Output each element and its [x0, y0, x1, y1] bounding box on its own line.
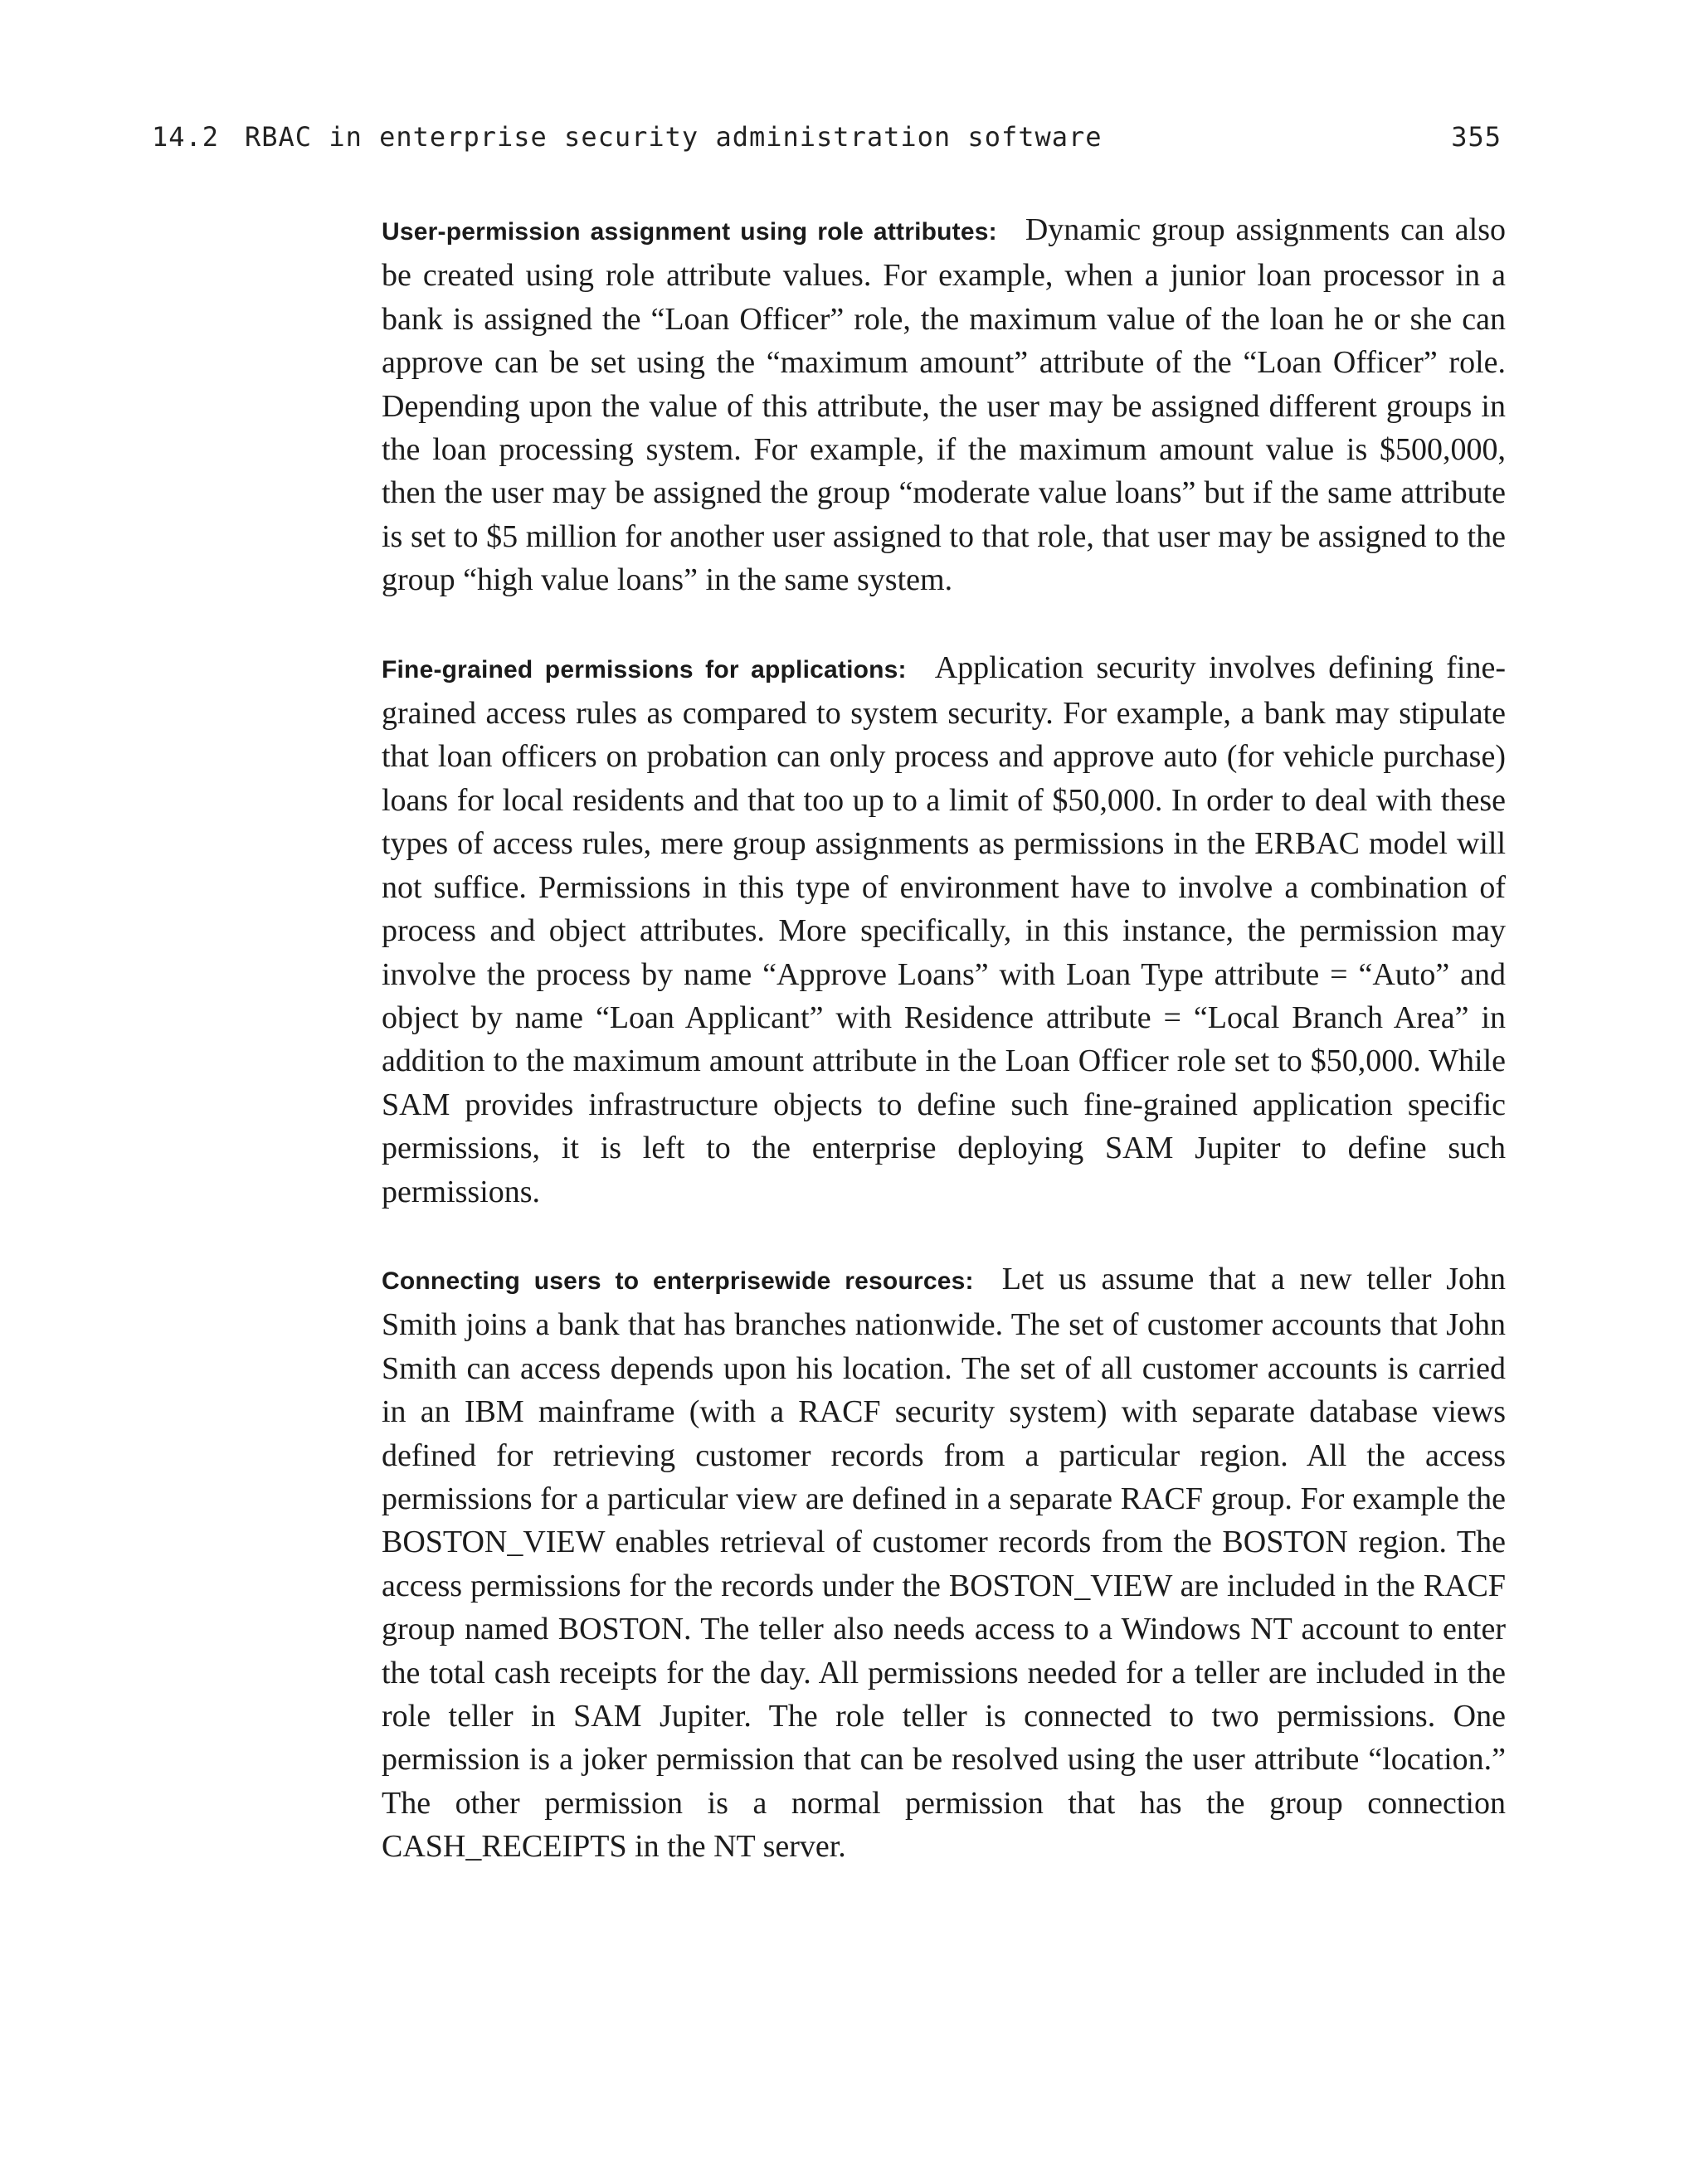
running-title: RBAC in enterprise security administration software [245, 121, 1103, 153]
body-text [382, 208, 1506, 1913]
paragraph-body: Application security involves defining fine-grained access rules as compared to system security. For example, a bank may stipulate that loan officers on probation can only process and approve auto (for vehicle purchase) loans for local residents and that too up to a limit of $50,000. In order to deal with these types of access rules, mere group assignments as permissions in the ERBAC model will not suffice. Permissions in this type of environment have to involve a combination of process and object attributes. More specifically, in this instance, the permission may involve the process by name “Approve Loans” with Loan Type attribute = “Auto” and object by name “Loan Applicant” with Residence attribute = “Local Branch Area” in addition to the maximum amount attribute in the Loan Officer role set to $50,000. While SAM provides infrastructure objects to define such fine-grained application specific permissions, it is left to the enterprise deploying SAM Jupiter to define such permissions. [382, 649, 1506, 1209]
running-head [152, 119, 1502, 155]
paragraph-heading: Fine-grained permissions for applications: [382, 655, 907, 683]
section-number: 14.2 [152, 121, 220, 153]
paragraph-heading: User-permission assignment using role attributes: [382, 218, 997, 246]
paragraph-body: Let us assume that a new teller John Smith joins a bank that has branches nationwide. The set of customer accounts that John Smith can access depends upon his location. The set of all customer accounts is carried in an IBM mainframe (with a RACF security system) with separate database views defined for retrieving customer records from a particular region. All the access permissions for a particular view are defined in a separate RACF group. For example the BOSTON_VIEW enables retrieval of customer records from the BOSTON region. The access permissions for the records under the BOSTON_VIEW are included in the RACF group named BOSTON. The teller also needs access to a Windows NT account to enter the total cash receipts for the day. All permissions needed for a teller are included in the role teller in SAM Jupiter. The role teller is connected to two permissions. One permission is a joker permission that can be resolved using the user attribute “location.” The other permission is a normal permission that has the group connection CASH_RECEIPTS in the NT server. [382, 1261, 1506, 1865]
paragraph-body: Dynamic group assignments can also be created using role attribute values. For example, when a junior loan processor in a bank is assigned the “Loan Officer” role, the maximum value of the loan he or she can approve can be set using the “maximum amount” attribute of the “Loan Officer” role. Depending upon the value of this attribute, the user may be assigned different groups in the loan processing system. For example, if the maximum amount value is $500,000, then the user may be assigned the group “moderate value loans” but if the same attribute is set to $5 million for another user assigned to that role, that user may be assigned to the group “high value loans” in the same system. [382, 212, 1506, 598]
paragraph-heading: Connecting users to enterprisewide resources: [382, 1267, 974, 1295]
paragraph-fine-grained-permissions [382, 646, 1506, 1214]
paragraph-enterprisewide-resources [382, 1257, 1506, 1869]
page-number: 355 [1451, 121, 1502, 153]
paragraph-role-attributes [382, 208, 1506, 602]
